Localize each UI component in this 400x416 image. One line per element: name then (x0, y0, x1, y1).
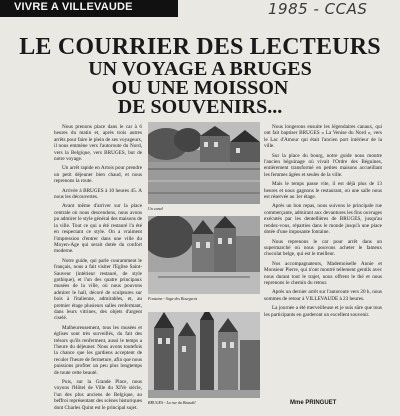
section-header-bar (0, 0, 178, 17)
article-paragraph: Mais le temps passe vite, il est déjà plus de 13 heures et nous gagnons le restaurant, où une salle nous est réservée au 1er étage. (264, 181, 382, 201)
photo-fontaine (148, 216, 260, 294)
photo-caption: BRUGES - La rue du Beaudil (148, 400, 196, 405)
photo-rue (148, 312, 260, 398)
article-paragraph: Notre guide, qui parle couramment le français, nous a fait visiter l'Eglise Saint-Sauveur (intérieur restauré, de style gothique), et l'un des quatre principaux musées de la ville, où nous pouvons admirer le hall, décoré de sculptures sur bois à l'italienne, admirables, et, au premier étage plusieurs salles renfermant, dans leurs vitrines, des objets d'argent ciselé. (54, 257, 142, 322)
article-paragraph: Nous prenons place dans le car à 6 heures du matin et, après trois autres arrêts pour faire le plein de ses voyageurs, il nous emmène vers l'autoroute du Nord, vers la Belgique, vers BRUGES, but de notre voyage. (54, 124, 142, 163)
article-paragraph: Un arrêt rapide en Artois pour prendre un petit déjeuner bien chaud, et nous reprenons la route. (54, 165, 142, 185)
article-subtitle-line-3: DE SOUVENIRS... (117, 96, 283, 118)
rue-photo-illustration (148, 312, 260, 398)
article-paragraph: Nous reprenons le car pour arrêt dans un supermarché où nous pouvons acheter le fameux chocolat belge, qui est le meilleur. (264, 238, 382, 258)
article-paragraph: La journée a été merveilleuse et je suis sûre que tous les participants en garderont un excellent souvenir. (264, 305, 382, 318)
canal-photo-illustration (148, 122, 260, 204)
photo-caption: Un canal (148, 206, 163, 211)
section-header-label: VIVRE A VILLEVAUDE (14, 1, 133, 13)
article-subtitle-line-1: UN VOYAGE A BRUGES (88, 58, 312, 80)
article-paragraph: Arrivée à BRUGES à 10 heures 45. A nous les découvertes. (54, 187, 142, 201)
article-paragraph: Après un bon repas, nous suivons le principale rue commerçante, admirant aux devantures les fins ouvrages exécutés par les dentellières de BRUGES, jusqu'au rendez-vous, réparties dans le monde jusqu'à une place dotée d'une imposante fontaine. (264, 203, 382, 236)
article-paragraph: Malheureusement, tous les musées et églises sont très surveillés, du fait des trésors qu'ils renferment, aussi le temps a l'heure du déjeuner. Nous avons toutefois la chance que les gardiens acceptent de reculer l'heure de fermeture, afin que nous puissions profiter un peu plus longtemps de toute cette beauté. (54, 324, 142, 376)
handwritten-annotation: 1985 - CCAS (268, 0, 368, 18)
article-left-column (54, 124, 142, 414)
article-right-column (264, 124, 382, 321)
photo-caption: Fontaine - Sage des Bourgeois (148, 296, 198, 301)
article-paragraph: Après un dernier arrêt sur l'autoroute vers 20 h, nous sommes de retour à VILLEVAUDE à 23 heures. (264, 289, 382, 302)
article-paragraph: Nos accompagnateurs, Mademoiselle Annie et Monsieur Pierre, qui n'ont montré tellement gentils avec nous durant tout le trajet, nous offrent le thé et nous reprenons le chemin du retour. (264, 260, 382, 286)
article-paragraph: Puis, sur la Grande Place, nous voyons l'Hôtel de Ville du XIVe siècle, l'un des plus anciens de Belgique, au beffroi représentant des scènes historiques dont Charles Quint est le principal sujet. (54, 379, 142, 411)
article-signature: Mme PRINGUET (290, 400, 337, 406)
article-paragraph: Avant même d'arriver sur la place centrale où nous descendons, nous avons pu admirer le style général des maisons de la ville. Tout ce qui a été restauré l'a été en respectant ce style. On a vraiment l'impression d'entrer dans une ville du Moyen-Age qui serait dotée du confort moderne. (54, 203, 143, 255)
article-title: LE COURRIER DES LECTEURS (19, 34, 381, 60)
fontaine-photo-illustration (148, 216, 260, 294)
article-subtitle-line-2: OU UNE MOISSON (111, 77, 289, 99)
article-paragraph: Sur la place du bourg, notre guide nous montre l'ancien béguinage où vivait l'Ordre des Béguines, entièrement transformé en petites maisons accueillant les femmes âgées et seules de la ville. (264, 152, 382, 178)
article-paragraph: Nous longerons ensuite les légendaires canaux, qui ont fait baptiser BRUGES « La Venise du Nord », vers le Lac d'Amour qui était l'ancien port intérieur de la ville. (264, 124, 382, 150)
photo-canal (148, 122, 260, 204)
